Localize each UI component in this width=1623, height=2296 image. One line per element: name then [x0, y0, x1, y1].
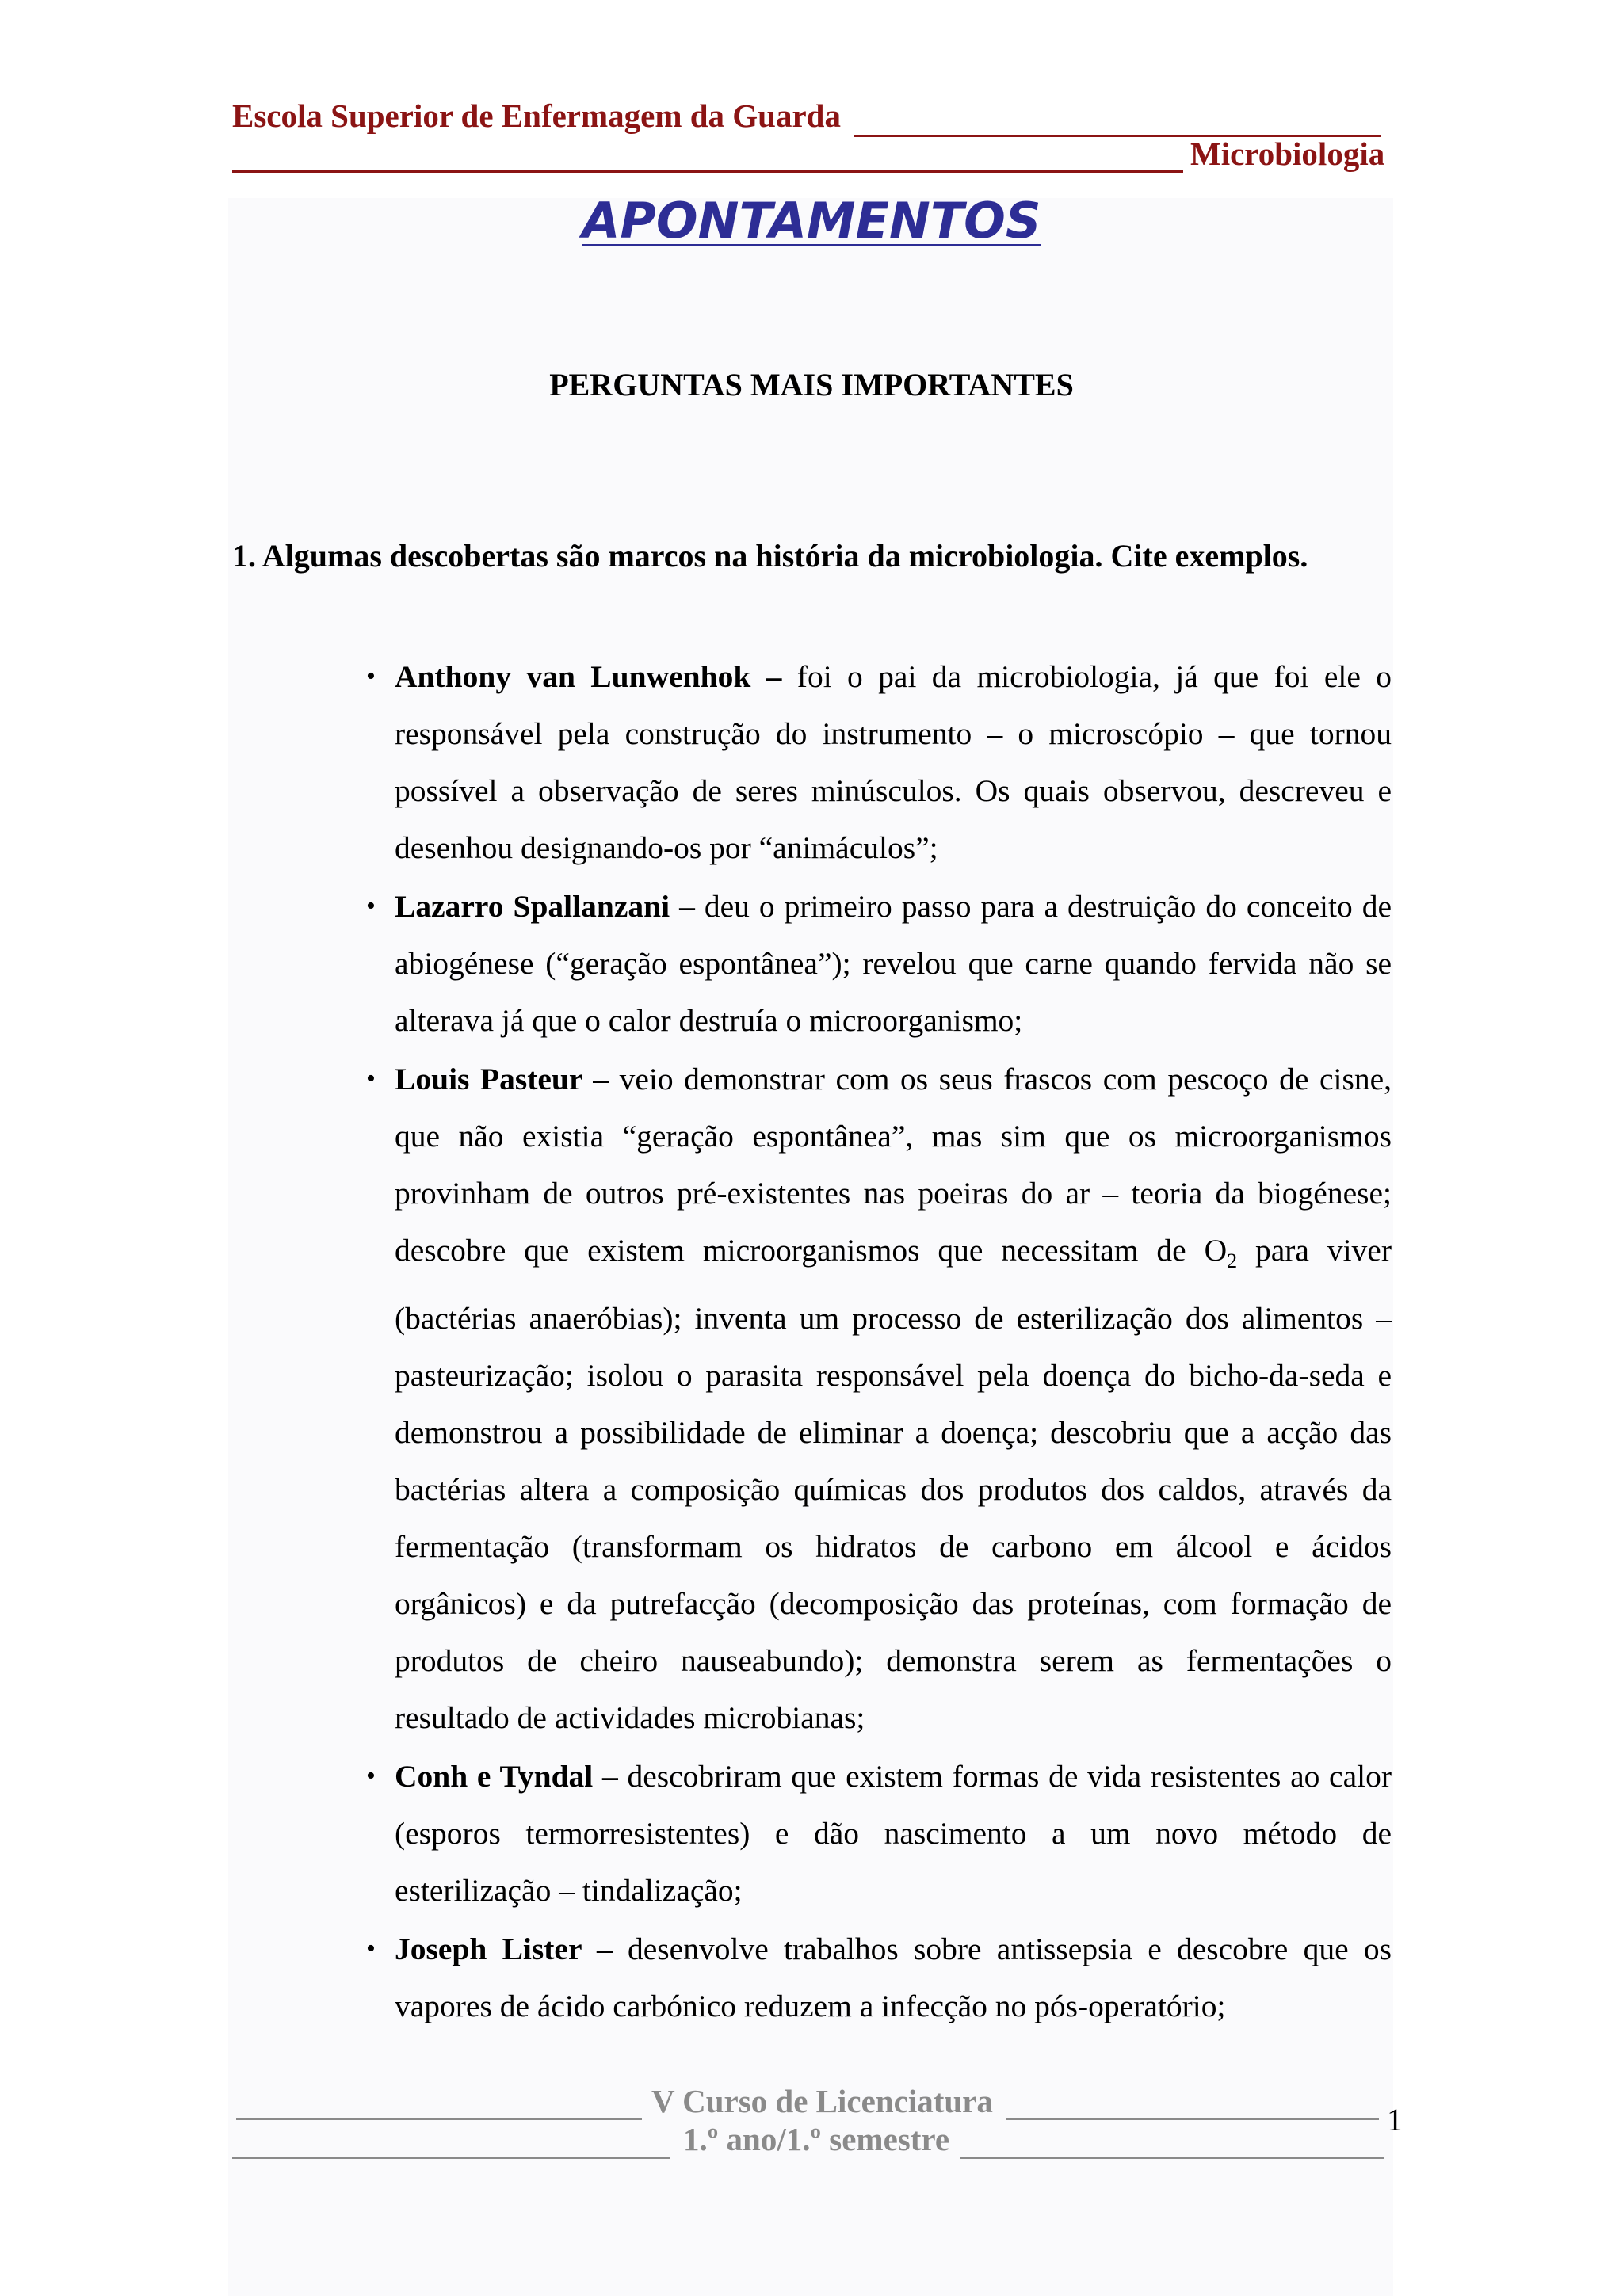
bullet-icon: •	[366, 1933, 376, 1963]
footer-rule-left-bottom	[232, 2157, 670, 2159]
scientist-name: Anthony van Lunwenhok –	[395, 659, 782, 694]
page-title: APONTAMENTOS	[582, 192, 1041, 250]
list-item-lister	[366, 1920, 1392, 2035]
scientist-name: Lazarro Spallanzani –	[395, 889, 695, 924]
footer-course: V Curso de Licenciatura	[651, 2083, 993, 2119]
header-school: Escola Superior de Enfermagem da Guarda	[232, 97, 841, 134]
bullet-icon: •	[366, 662, 376, 691]
scientist-name: Joseph Lister –	[395, 1931, 613, 1966]
footer-year: 1.º ano/1.º semestre	[683, 2121, 950, 2157]
header-subject: Microbiologia	[1190, 135, 1385, 172]
footer-rule-left-top	[236, 2118, 642, 2120]
item-description: desenvolve trabalhos sobre antissepsia e descobre que os vapores de ácido carbónico reduzem a infecção no pós-operatório;	[395, 1931, 1392, 2023]
item-description: deu o primeiro passo para a destruição do conceito de abiogénese (“geração espontânea”); revelou que carne quando fervida não se alterava já que o calor destruía o microorganismo;	[395, 889, 1392, 1038]
bullet-icon: •	[366, 891, 376, 921]
list-item-spallanzani	[366, 878, 1392, 1049]
scientist-name: Louis Pasteur –	[395, 1062, 609, 1097]
item-description: descobriram que existem formas de vida resistentes ao calor (esporos termorresistentes) e dão nascimento a um novo método de esterilização – tindalização;	[395, 1758, 1392, 1908]
list-item-lunwenhok	[366, 648, 1392, 876]
list-item-pasteur	[366, 1051, 1392, 1746]
section-subtitle: PERGUNTAS MAIS IMPORTANTES	[549, 367, 1074, 402]
footer-rule-right-bottom	[960, 2157, 1384, 2159]
header-rule-bottom	[232, 170, 1183, 173]
item-description-cont: para viver (bactérias anaeróbias); inventa um processo de esterilização dos alimentos – pasteurização; isolou o parasita responsável pela doença do bicho-da-seda e demonstrou a possibilidade de eliminar a doença; descobriu que a acção das bactérias altera a composição químicas dos produtos dos caldos, através da fermentação (transformam os hidratos de carbono em álcool e ácidos orgânicos) e da putrefacção (decomposição das proteínas, com formação de produtos de cheiro nauseabundo); demonstra serem as fermentações o resultado de actividades microbianas;	[395, 1233, 1392, 1735]
scientist-name: Conh e Tyndal –	[395, 1758, 618, 1794]
footer-rule-right-top	[1006, 2118, 1379, 2120]
discoveries-list	[366, 648, 1392, 2036]
bullet-icon: •	[366, 1064, 376, 1093]
question-heading: 1. Algumas descobertas são marcos na história da microbiologia. Cite exemplos.	[232, 538, 1308, 574]
bullet-icon: •	[366, 1760, 376, 1791]
list-item-conh-tyndal	[366, 1748, 1392, 1919]
item-description: foi o pai da microbiologia, já que foi ele o responsável pela construção do instrumento – o microscópio – que tornou possível a observação de seres minúsculos. Os quais observou, descreveu e desenhou designando-os por “animáculos”;	[395, 659, 1392, 865]
page-number: 1	[1387, 2102, 1403, 2138]
subscript-two: 2	[1227, 1249, 1238, 1272]
item-description: veio demonstrar com os seus frascos com pescoço de cisne, que não existia “geração espontânea”, mas sim que os microorganismos provinham de outros pré-existentes nas poeiras do ar – teoria da biogénese; descobre que existem microorganismos que necessitam de O	[395, 1062, 1392, 1268]
